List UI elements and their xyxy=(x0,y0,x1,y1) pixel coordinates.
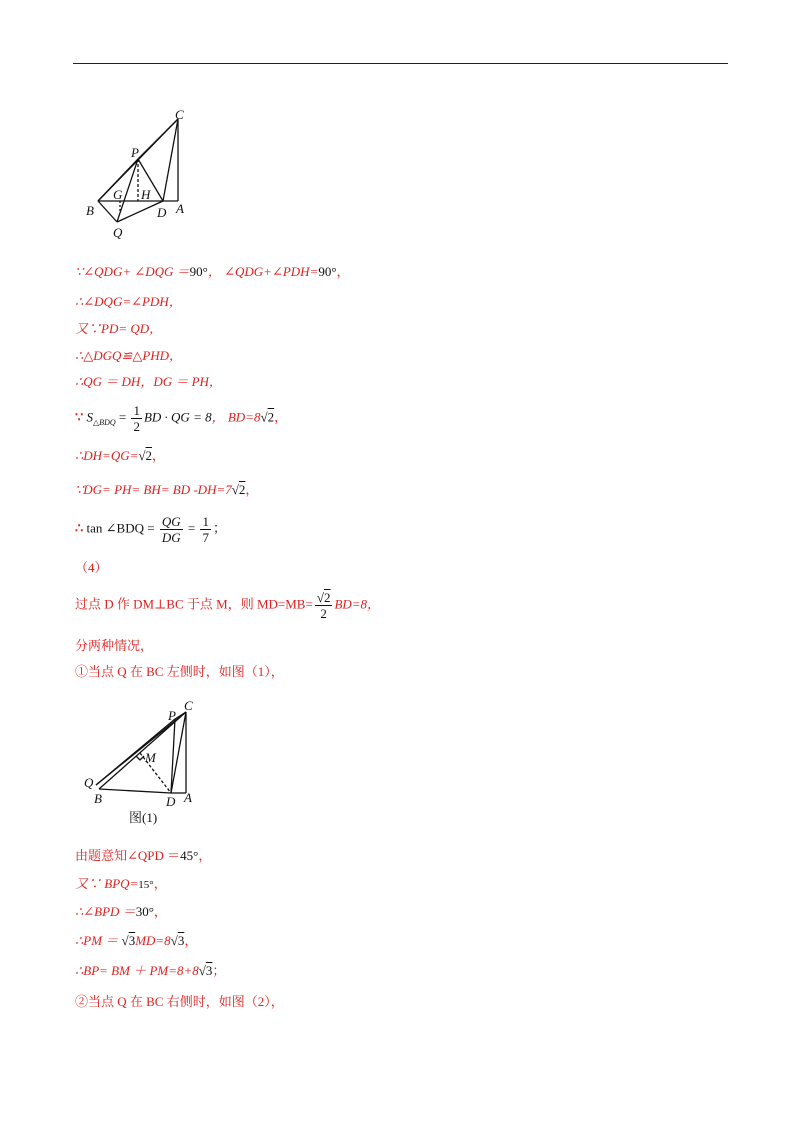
proof-line-8: ∵DG= PH= BH= BD -DH=7√2， xyxy=(75,482,259,497)
label-B: B xyxy=(94,791,102,806)
label-P: P xyxy=(131,145,139,160)
label-A: A xyxy=(176,201,184,216)
label-C: C xyxy=(184,698,193,713)
proof-line-15: 又∵ BPQ=15°， xyxy=(75,876,167,891)
label-M: M xyxy=(145,750,156,765)
proof-line-7: ∴DH=QG=√2， xyxy=(75,448,166,463)
proof-line-11: 过点 D 作 DM⊥BC 于点 M，则 MD=MB= $\frac{√2}{2}$ BD=8， xyxy=(75,590,381,621)
proof-line-1: ∵∠QDG+ ∠DQG ＝90°， ∠QDG+∠PDH=90°， xyxy=(75,264,350,279)
proof-line-16: ∴∠BPD ＝30°， xyxy=(75,904,167,919)
proof-line-18: ∴BP= BM ＋ PM=8+8√3； xyxy=(75,963,226,978)
geometry-figure-2 xyxy=(82,698,202,828)
label-Q: Q xyxy=(113,225,123,240)
label-H: H xyxy=(141,187,151,202)
proof-line-13: ①当点 Q 在 BC 左侧时，如图（1）， xyxy=(75,664,284,679)
label-D: D xyxy=(166,794,176,809)
proof-line-9: ∴ tan ∠BDQ = $\frac{QG}{DG}$ = $\frac{1}{7}$ ； xyxy=(75,514,226,545)
label-G: G xyxy=(113,187,123,202)
proof-line-4: ∴△DGQ≌△PHD， xyxy=(75,348,183,363)
proof-line-17: ∴PM ＝ √3MD=8√3， xyxy=(75,933,198,948)
label-P: P xyxy=(168,708,176,723)
proof-line-19: ②当点 Q 在 BC 右侧时，如图（2）， xyxy=(75,994,284,1009)
section-number: （4） xyxy=(75,560,108,575)
figure-caption: 图(1) xyxy=(129,810,158,825)
label-A: A xyxy=(184,790,192,805)
proof-line-14: 由题意知∠QPD ＝45°， xyxy=(75,848,212,863)
geometry-figure-1 xyxy=(80,105,200,245)
label-C: C xyxy=(175,107,184,122)
proof-line-2: ∴∠DQG=∠PDH， xyxy=(75,294,182,309)
proof-line-12: 分两种情况， xyxy=(75,638,154,653)
proof-line-3: 又∵PD= QD， xyxy=(75,321,163,336)
label-Q: Q xyxy=(84,775,94,790)
label-B: B xyxy=(86,203,94,218)
proof-line-5: ∴QG ＝ DH，DG ＝ PH， xyxy=(75,374,222,389)
header-rule xyxy=(73,63,728,64)
label-D: D xyxy=(157,205,167,220)
proof-line-6: ∵ $S_{\triangle BDQ}$ = $\frac{1}{2}$ BD · QG = 8， BD=8√2， xyxy=(75,403,288,434)
